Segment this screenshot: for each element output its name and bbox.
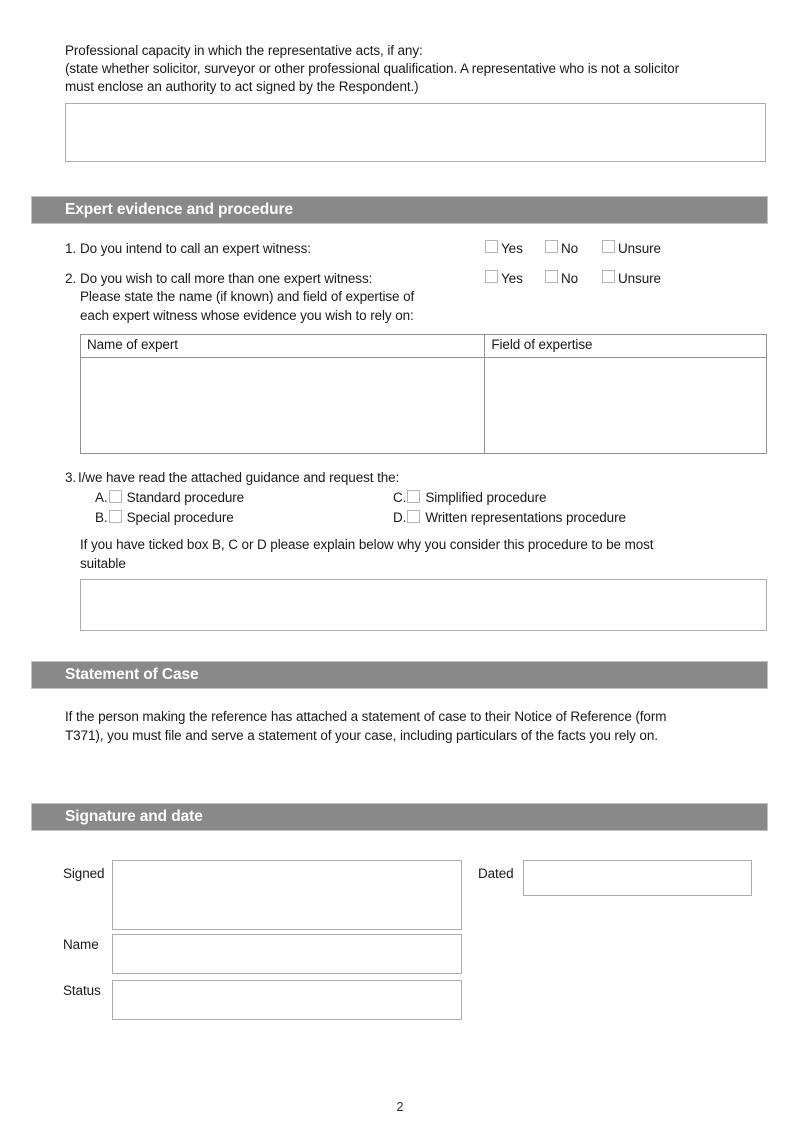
option-b-label: Special procedure bbox=[126, 510, 234, 525]
question-2-number: 2. bbox=[65, 271, 77, 286]
q2-no-checkbox[interactable] bbox=[545, 270, 558, 283]
procedure-option-d[interactable] bbox=[393, 509, 626, 528]
q2-unsure-label: Unsure bbox=[618, 271, 661, 286]
explain-note-line1: If you have ticked box B, C or D please explain below why you consider this procedure to be most bbox=[80, 537, 654, 552]
procedure-explanation-input[interactable] bbox=[80, 579, 767, 631]
q1-unsure-label: Unsure bbox=[618, 241, 661, 256]
professional-capacity-note-line1: (state whether solicitor, surveyor or other professional qualification. A representative who is not a solicitor bbox=[65, 61, 679, 76]
q1-no-label: No bbox=[561, 241, 579, 256]
section-header-signature-and-date: Signature and date bbox=[31, 803, 768, 831]
professional-capacity-input[interactable] bbox=[65, 103, 766, 162]
q1-yes-label: Yes bbox=[501, 241, 523, 256]
q1-yes-checkbox[interactable] bbox=[485, 240, 498, 253]
option-d-label: Written representations procedure bbox=[425, 510, 626, 525]
question-3 bbox=[65, 469, 565, 488]
option-a-label: Standard procedure bbox=[126, 490, 245, 505]
question-1-number: 1. bbox=[65, 241, 77, 256]
option-c-checkbox[interactable] bbox=[407, 490, 420, 503]
dated-label: Dated bbox=[478, 866, 514, 881]
signed-input[interactable] bbox=[112, 860, 462, 930]
option-d-checkbox[interactable] bbox=[407, 510, 420, 523]
question-2-text: Do you wish to call more than one expert witness: bbox=[80, 271, 373, 286]
q1-no-checkbox[interactable] bbox=[545, 240, 558, 253]
experts-table-row bbox=[81, 358, 767, 454]
section-header-expert-evidence: Expert evidence and procedure bbox=[31, 196, 768, 224]
option-a-checkbox[interactable] bbox=[109, 490, 122, 503]
dated-input[interactable] bbox=[523, 860, 752, 896]
experts-table-header-field: Field of expertise bbox=[485, 335, 767, 358]
expert-name-cell[interactable] bbox=[81, 358, 485, 454]
option-d-letter: D. bbox=[393, 510, 407, 525]
name-input[interactable] bbox=[112, 934, 462, 974]
question-3-number: 3. bbox=[65, 470, 77, 485]
question-1-text: Do you intend to call an expert witness: bbox=[80, 241, 311, 256]
q2-yes-checkbox[interactable] bbox=[485, 270, 498, 283]
option-b-checkbox[interactable] bbox=[109, 510, 122, 523]
professional-capacity-label: Professional capacity in which the representative acts, if any: bbox=[65, 43, 423, 58]
option-c-label: Simplified procedure bbox=[425, 490, 547, 505]
page-number: 2 bbox=[396, 1100, 404, 1114]
question-3-text: I/we have read the attached guidance and request the: bbox=[78, 470, 400, 485]
procedure-option-c[interactable] bbox=[393, 489, 546, 508]
procedure-option-a[interactable] bbox=[95, 489, 244, 508]
status-input[interactable] bbox=[112, 980, 462, 1020]
q2-unsure-checkbox[interactable] bbox=[602, 270, 615, 283]
option-a-letter: A. bbox=[95, 490, 108, 505]
explain-note-line2: suitable bbox=[80, 556, 126, 571]
expert-field-cell[interactable] bbox=[485, 358, 767, 454]
q1-unsure-checkbox[interactable] bbox=[602, 240, 615, 253]
question-2-note-line1: Please state the name (if known) and field of expertise of bbox=[80, 289, 415, 304]
professional-capacity-note-line2: must enclose an authority to act signed by the Respondent.) bbox=[65, 79, 419, 94]
question-2-note-line2: each expert witness whose evidence you wish to rely on: bbox=[80, 308, 414, 323]
experts-table-header-row bbox=[81, 335, 767, 358]
question-2 bbox=[65, 270, 465, 289]
status-label: Status bbox=[63, 983, 101, 998]
experts-table bbox=[80, 334, 767, 454]
procedure-option-b[interactable] bbox=[95, 509, 234, 528]
q2-no-label: No bbox=[561, 271, 579, 286]
q2-yes-option[interactable] bbox=[485, 271, 523, 286]
q2-unsure-option[interactable] bbox=[602, 271, 661, 286]
signed-label: Signed bbox=[63, 866, 105, 881]
name-label: Name bbox=[63, 937, 99, 952]
q2-no-option[interactable] bbox=[545, 271, 578, 286]
experts-table-header-name: Name of expert bbox=[81, 335, 485, 358]
statement-body-line1: If the person making the reference has attached a statement of case to their Notice of Reference (form bbox=[65, 709, 667, 724]
q1-no-option[interactable] bbox=[545, 241, 578, 256]
section-header-statement-of-case: Statement of Case bbox=[31, 661, 768, 689]
option-c-letter: C. bbox=[393, 490, 407, 505]
q1-yes-option[interactable] bbox=[485, 241, 523, 256]
option-b-letter: B. bbox=[95, 510, 108, 525]
q2-yes-label: Yes bbox=[501, 271, 523, 286]
statement-body-line2: T371), you must file and serve a statement of your case, including particulars of the facts you rely on. bbox=[65, 728, 658, 743]
q1-unsure-option[interactable] bbox=[602, 241, 661, 256]
question-1 bbox=[65, 240, 465, 259]
